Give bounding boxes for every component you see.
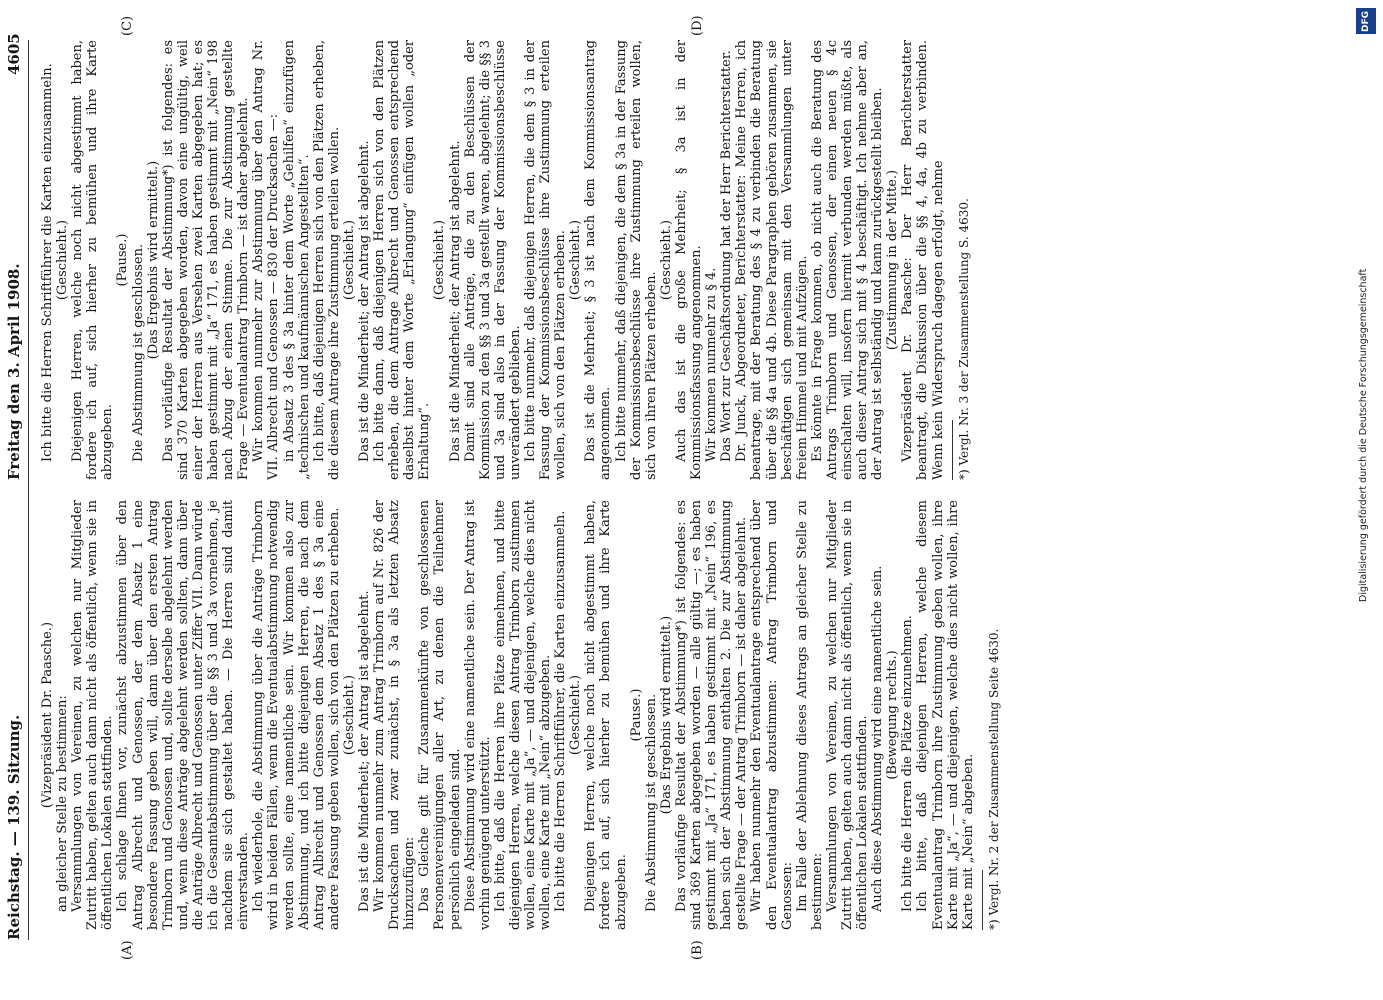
paragraph: Das ist die Minderheit; der Antrag ist abgelehnt. — [356, 140, 372, 462]
paragraph: (Geschieht.) — [432, 219, 448, 301]
paragraph: (Vizepräsident Dr. Paasche.) — [40, 621, 55, 809]
paragraph: Ich bitte, daß diejenigen Herren sich von den Plätzen erheben, die diesem Antrage ihre Zustimmung erteilen wollen. — [311, 40, 342, 480]
paragraph: Ich bitte, daß die Herren ihre Plätze einnehmen, und bitte diejenigen Herren, welche diesen Antrag Trimborn zustimmen wollen, eine Karte mit „Ja“, — und diejenigen, welche dies nicht wollen, eine Karte mit „Nein“ abzugeben. — [492, 500, 554, 930]
paragraph: Ich bitte, daß diejenigen Herren, welche diesem Eventualantrag Trimborn ihre Zustimmung geben wollen, ihre Karte mit „Ja“, — und diejenigen, welche dies nicht wollen, ihre Karte mit „Nein“ abgeben. — [915, 500, 976, 930]
paragraph: Vizepräsident Dr. Paasche: Der Herr Berichterstatter beantragt, die Diskussion über die §§ 4, 4a, 4b zu verbinden. Wenn kein Widerspruch dagegen erfolgt, nehme — [900, 40, 946, 480]
paragraph: (Das Ergebnis wird ermittelt.) — [658, 615, 674, 815]
paragraph: (Geschieht.) — [658, 219, 674, 301]
paragraph: (Bewegung rechts.) — [885, 650, 901, 780]
paragraph: Wir kommen nunmehr zur Abstimmung über den Antrag Nr. VII. Albrecht und Genossen — 830 der Drucksachen —: — [251, 40, 282, 480]
paragraph: Ich bitte die Herren Schriftführer, die Karten einzusammeln. — [553, 510, 569, 912]
paragraph: Im Falle der Ablehnung dieses Antrags an gleicher Stelle zu bestimmen: — [794, 500, 825, 930]
paragraph: Ich bitte dann, daß diejenigen Herren sich von den Plätzen erheben, die dem Antrage Albrecht und Genossen entsprechend daselbst hinter dem Worte „Erlangung“ einfügen wollen „oder Erhaltung“. — [372, 40, 433, 480]
paragraph: an gleicher Stelle zu bestimmen: — [55, 695, 71, 912]
paragraph: Das Gleiche gilt für Zusammenkünfte von geschlossenen Personenvereinigungen aller Art, zu denen die Teilnehmer persönlich eingeladen sind. — [417, 500, 463, 930]
paragraph: (Pause.) — [628, 688, 644, 742]
paragraph: Diejenigen Herren, welche noch nicht abgestimmt haben, fordere ich auf, sich hierher zu bemühen und ihre Karte abzugeben. — [583, 500, 629, 930]
header-rule — [28, 40, 29, 940]
header-session: Reichstag. — 139. Sitzung. — [5, 714, 23, 940]
paragraph: Ich bitte nunmehr, daß diejenigen, die dem § 3a in der Fassung der Kommissionsbeschlüsse ihre Zustimmung erteilen wollen, sich von ihren Plätzen erheben. — [613, 40, 659, 480]
paragraph: Es könnte in Frage kommen, ob nicht auch die Beratung des Antrags Trimborn und Genossen, der einen neuen § 4c einschalten will, insofern hiermit verbunden werden müßte, als auch dieser Antrag sich mit § 4 beschäftigt. Ich nehme aber an, der Antrag ist selbständig und kann zurückgestellt bleiben. — [809, 40, 886, 480]
footnote-rule — [982, 870, 983, 930]
paragraph: Ich schlage Ihnen vor, zunächst abzustimmen über den Antrag Albrecht und Genossen, der dem Absatz 1 eine besondere Fassung geben will, dann über den ersten Antrag Trimborn und Genossen und, sollte derselbe abgelehnt werden und, wenn diese Anträge abgelehnt werden sollten, dann über die Anträge Albrecht und Genossen unter Ziffer VII. Dann würde ich die Gesamtabstimmung über die §§ 3 und 3a vornehmen, je nachdem sie sich gestaltet haben. — Die Herren sind damit einverstanden. — [115, 500, 252, 930]
paragraph: Das ist die Minderheit; der Antrag ist abgelehnt. — [356, 590, 372, 912]
dfg-logo: DFG — [1356, 8, 1376, 34]
paragraph: in Absatz 3 des § 3a hinter dem Worte „Gehilfen“ einzufügen „technischen und kaufmännischen Angestellten“. — [281, 40, 312, 480]
paragraph: Versammlungen von Vereinen, zu welchen nur Mitglieder Zutritt haben, gelten auch dann nicht als öffentlich, wenn sie in öffentlichen Lokalen stattfinden. — [824, 500, 871, 930]
paragraph: Wir kommen nunmehr zum Antrag Trimborn auf Nr. 826 der Drucksachen und zwar zunächst, in § 3a als letzten Absatz hinzuzufügen: — [372, 500, 418, 930]
dfg-sidebar — [1355, 8, 1377, 998]
paragraph: Damit sind alle Anträge, die zu den Beschlüssen der Kommission zu den §§ 3 und 3a gestellt waren, abgelehnt; die §§ 3 und 3a sind also in der Fassung der Kommissionsbeschlüsse unverändert geblieben. — [462, 40, 523, 480]
header-page-number: 4605 — [5, 33, 23, 75]
footnote: *) Vergl. Nr. 2 der Zusammenstellung Seite 4630. — [986, 628, 1001, 930]
paragraph: Die Abstimmung ist geschlossen. — [130, 243, 146, 462]
margin-mark-d: (D) — [690, 15, 705, 36]
paragraph: Wir haben nunmehr den Eventualantrage entsprechend über den Eventualantrag abzustimmen: Antrag Trimborn und Genossen: — [749, 500, 795, 930]
paragraph: (Geschieht.) — [568, 674, 584, 756]
footnote-rule — [952, 420, 953, 480]
paragraph: Das vorläufige Resultat der Abstimmung*) ist folgendes: es sind 370 Karten abgegeben worden, davon eine ungültig, weil einer der Herren aus Versehen zwei Karten abgegeben hat; es haben gestimmt mit „Ja“ 171, es haben gestimmt mit „Nein“ 198 nach Abzug der einen Stimme. Die zur Abstimmung gestellte Frage — Eventualantrag Trimborn — ist daher abgelehnt. — [160, 40, 252, 480]
paragraph: Auch das ist die große Mehrheit; § 3a ist in der Kommissionsfassung angenommen. — [673, 40, 705, 480]
margin-mark-a: (A) — [120, 940, 135, 960]
paragraph: Das vorläufige Resultat der Abstimmung*) ist folgendes: es sind 369 Karten abgegeben worden — alle gültig —; es haben gestimmt mit „Ja“ 171, es haben gestimmt mit „Nein“ 196, es haben sich der Abstimmung enthalten 2. Die zur Abstimmung gestellte Frage — der Antrag Trimborn — ist daher abgelehnt. — [673, 500, 750, 930]
margin-mark-b: (B) — [690, 940, 705, 960]
footnote: *) Vergl. Nr. 3 der Zusammenstellung S. 4630. — [956, 198, 971, 480]
paragraph: (Pause.) — [115, 233, 131, 287]
paragraph: (Geschieht.) — [55, 219, 71, 301]
paragraph: (Zustimmung in der Mitte.) — [885, 169, 901, 351]
paragraph: Das ist die Minderheit; der Antrag ist abgelehnt. — [447, 140, 463, 462]
paragraph: Ich wiederhole, die Abstimmung über die Anträge Trimborn wird in beiden Fällen, wenn die Eventualabstimmung notwendig werden sollte, eine namentliche sein. Wir kommen also zur Abstimmung, und ich bitte diejenigen Herren, die nach dem Antrag Albrecht und Genossen dem Absatz 1 des § 3a eine andere Fassung geben wollen, sich von den Plätzen zu erheben. — [251, 500, 342, 930]
paragraph: Diese Abstimmung wird eine namentliche sein. Der Antrag ist vorhin genügend unterstützt. — [462, 500, 493, 930]
left-column — [40, 500, 1290, 930]
paragraph: (Geschieht.) — [568, 219, 584, 301]
paragraph: Versammlungen von Vereinen, zu welchen nur Mitglieder Zutritt haben, gelten auch dann nicht als öffentlich, wenn sie in öffentlichen Lokalen stattfinden. — [70, 500, 116, 930]
paragraph: Auch diese Abstimmung wird eine namentliche sein. — [870, 565, 886, 912]
paragraph: Ich bitte nunmehr, daß diejenigen Herren, die dem § 3 in der Fassung der Kommissionsbeschlüsse ihre Zustimmung erteilen wollen, sich von den Plätzen erheben. — [523, 40, 569, 480]
margin-mark-c: (C) — [120, 15, 135, 36]
paragraph: Dr. Junck, Abgeordneter, Berichterstatter: Meine Herren, ich beantrage, mit der Beratung des § 4 zu verbinden die Beratung über die §§ 4a und 4b. Diese Paragraphen gehören zusammen, sie beschäftigen sich gemeinsam mit den Versammlungen unter freiem Himmel und mit Aufzügen. — [734, 40, 810, 480]
paragraph: Die Abstimmung ist geschlossen. — [643, 693, 659, 912]
header-date: Freitag den 3. April 1908. — [5, 263, 23, 480]
paragraph: Ich bitte die Herren die Plätze einzunehmen. — [900, 615, 916, 912]
paragraph: Ich bitte die Herren Schriftführer die Karten einzusammeln. — [40, 63, 55, 462]
paragraph: (Geschieht.) — [341, 674, 357, 756]
paragraph: Das Wort zur Geschäftsordnung hat der Herr Berichterstatter. — [719, 50, 735, 462]
paragraph: Diejenigen Herren, welche noch nicht abgestimmt haben, fordere ich auf, sich hierher zu bemühen und ihre Karte abzugeben. — [70, 40, 116, 480]
right-column — [40, 40, 1290, 480]
dfg-credit-text: Digitalisierung gefördert durch die Deutsche Forschungsgemeinschaft — [1358, 268, 1369, 602]
paragraph: (Das Ergebnis wird ermittelt.) — [145, 160, 161, 360]
paragraph: Wir kommen nunmehr zu § 4. — [704, 267, 720, 462]
paragraph: Das ist die Mehrheit; § 3 ist nach dem Kommissionsantrag angenommen. — [583, 40, 614, 480]
paragraph: (Geschieht.) — [341, 219, 357, 301]
